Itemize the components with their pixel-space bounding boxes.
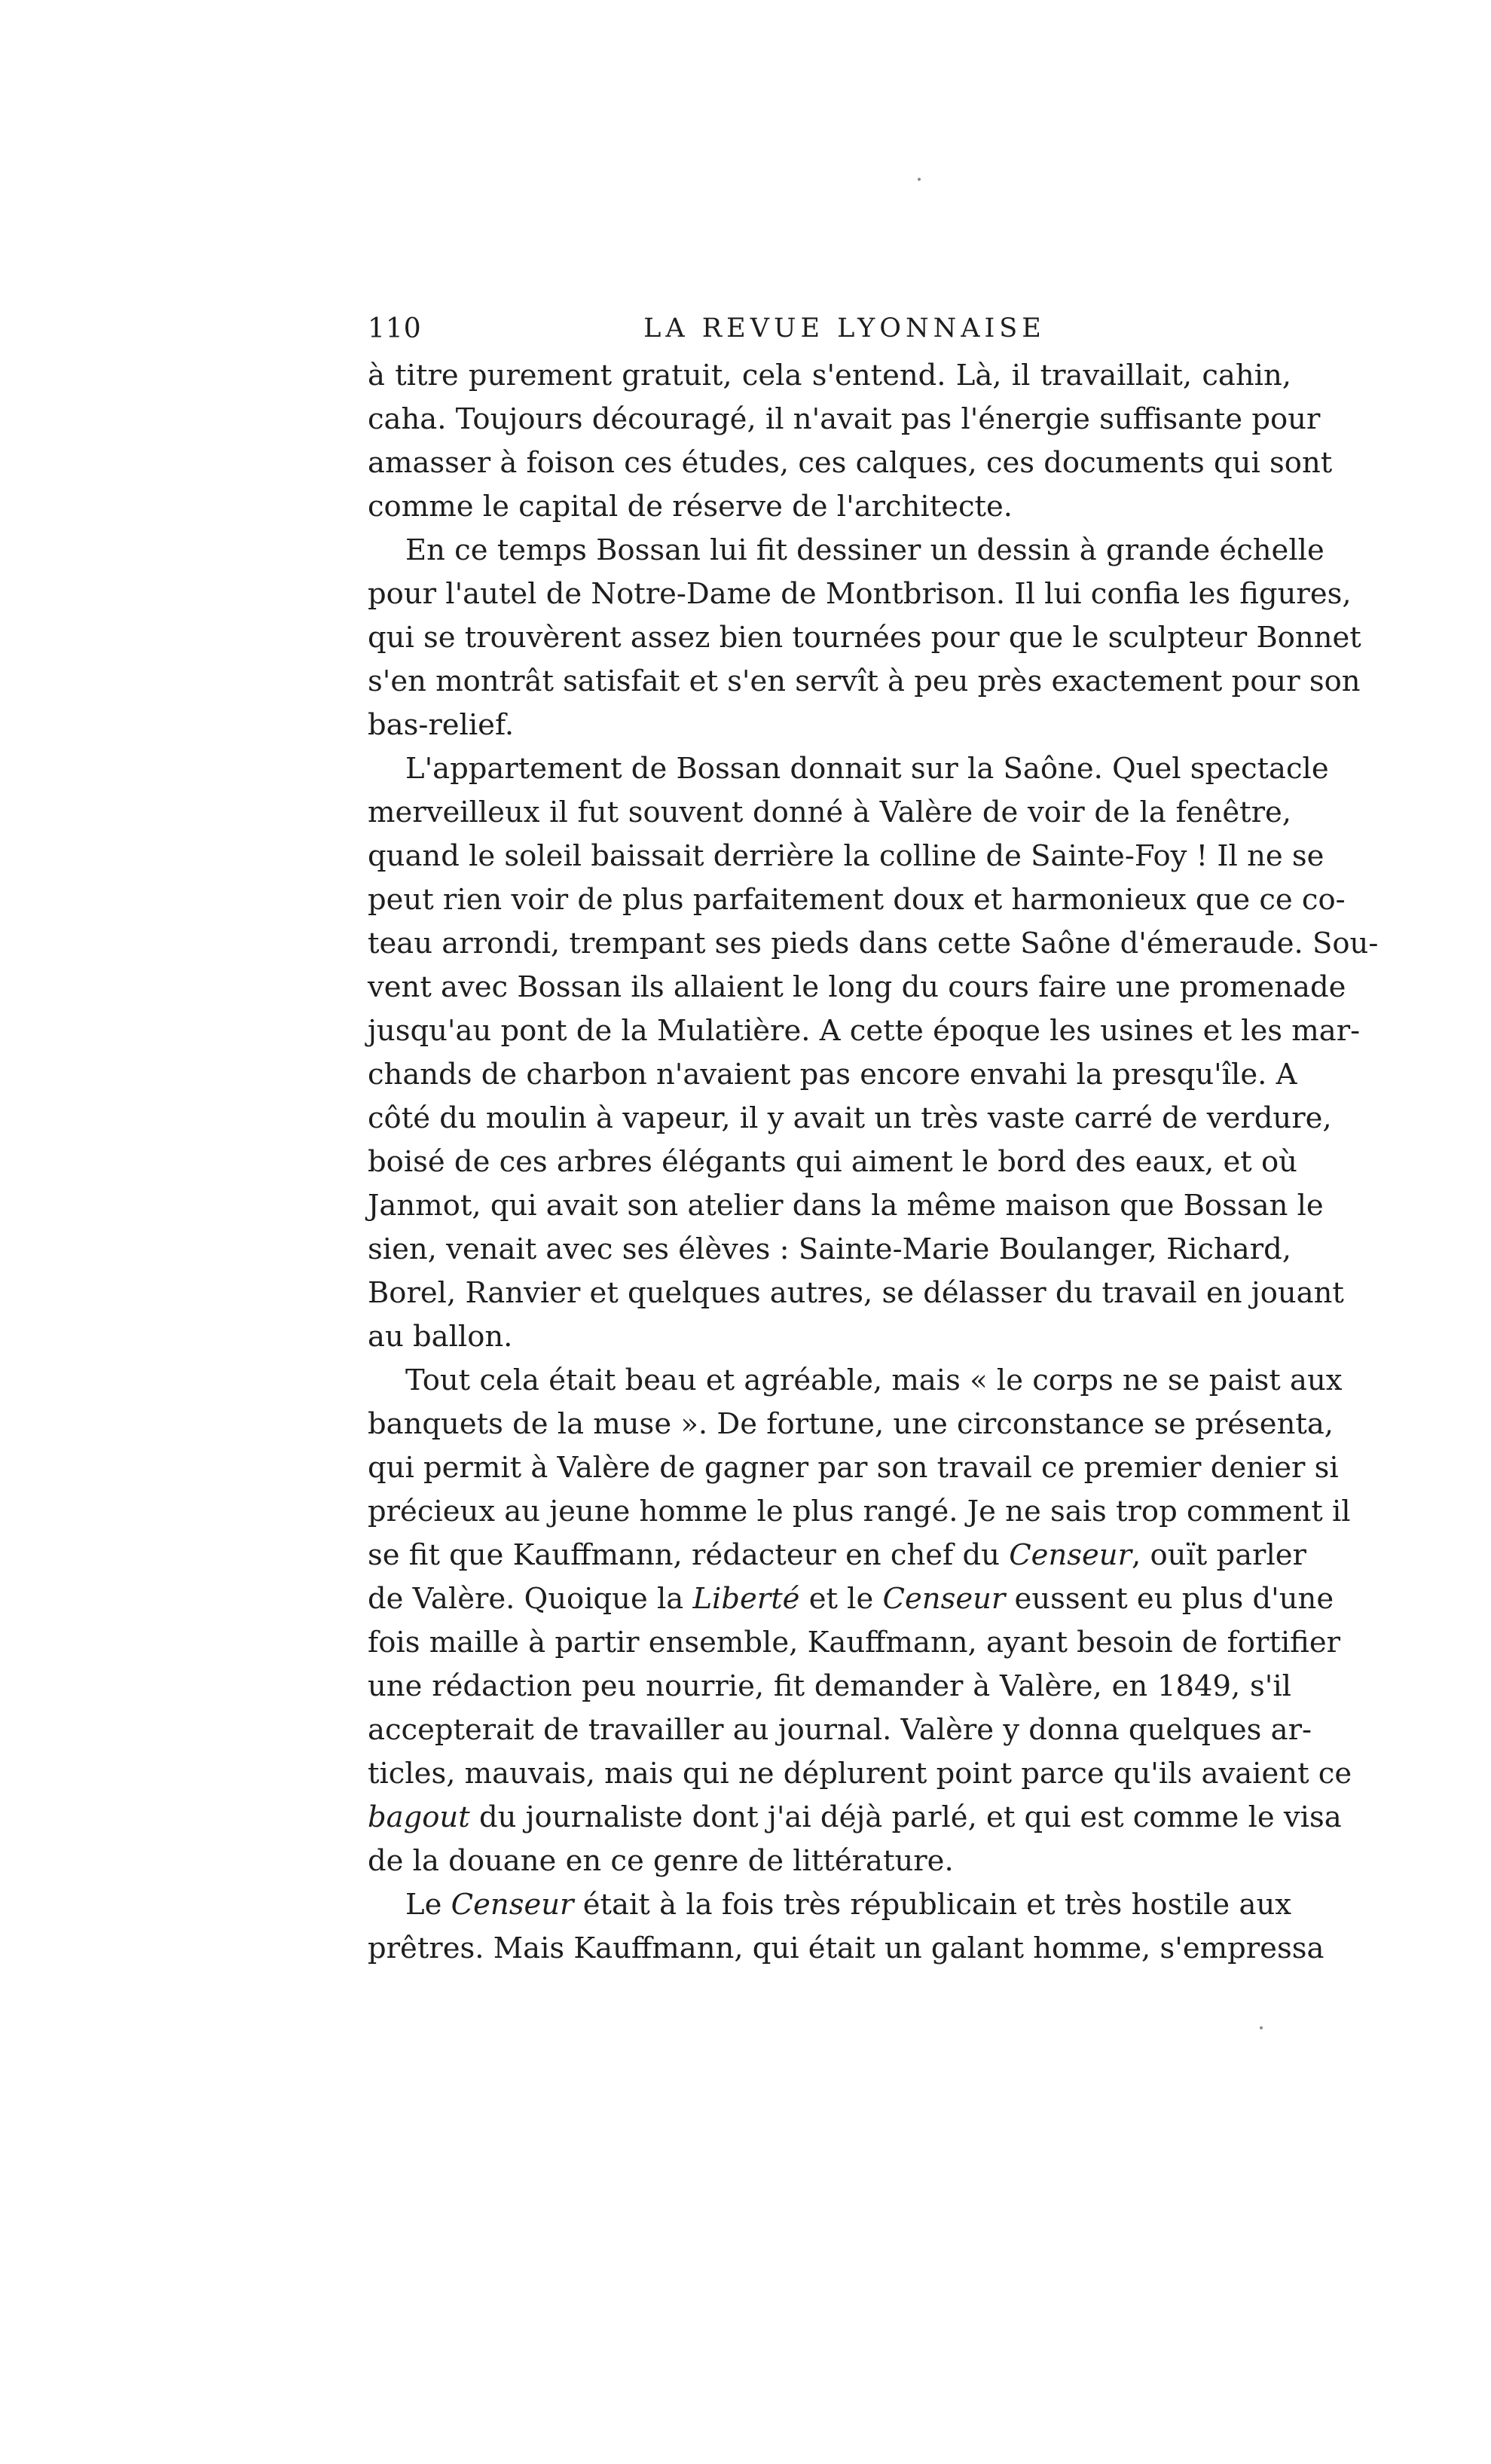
text-line: banquets de la muse ». De fortune, une circonstance se présenta, [368,1407,1334,1441]
page-number: 110 [368,313,422,344]
text-line: une rédaction peu nourrie, fit demander à Valère, en 1849, s'il [368,1669,1291,1703]
text-line: s'en montrât satisfait et s'en servît à peu près exactement pour son [368,664,1361,698]
text-line: Tout cela était beau et agréable, mais « le corps ne se paist aux [405,1363,1343,1397]
text-line: au ballon. [368,1320,513,1354]
text-line: se fit que Kauffmann, rédacteur en chef du Censeur, ouït parler [368,1538,1306,1572]
text-line: quand le soleil baissait derrière la colline de Sainte-Foy ! Il ne se [368,839,1324,873]
paper-speck [918,178,921,181]
text-line: bas-relief. [368,708,515,742]
text-line: prêtres. Mais Kauffmann, qui était un galant homme, s'empressa [368,1931,1324,1965]
text-line: caha. Toujours découragé, il n'avait pas l'énergie suffisante pour [368,402,1321,436]
running-title: LA REVUE LYONNAISE [643,313,1046,343]
text-line: sien, venait avec ses élèves : Sainte-Marie Boulanger, Richard, [368,1232,1292,1266]
text-line: qui permit à Valère de gagner par son travail ce premier denier si [368,1451,1339,1485]
text-line: fois maille à partir ensemble, Kauffmann, ayant besoin de fortifier [368,1626,1341,1659]
text-line: teau arrondi, trempant ses pieds dans cette Saône d'émeraude. Sou- [368,927,1379,960]
text-line: de la douane en ce genre de littérature. [368,1844,954,1878]
text-line: boisé de ces arbres élégants qui aiment le bord des eaux, et où [368,1145,1297,1179]
paper-speck [1260,2026,1263,2029]
text-line: accepterait de travailler au journal. Valère y donna quelques ar- [368,1713,1312,1747]
page-header [368,310,1291,356]
italic-text: Liberté [692,1582,800,1616]
text-line: ticles, mauvais, mais qui ne déplurent point parce qu'ils avaient ce [368,1757,1352,1791]
text-line: comme le capital de réserve de l'architecte. [368,490,1013,524]
text-line: à titre purement gratuit, cela s'entend. Là, il travaillait, cahin, [368,359,1291,392]
text-line: peut rien voir de plus parfaitement doux et harmonieux que ce co- [368,883,1346,917]
text-line: bagout du journaliste dont j'ai déjà parlé, et qui est comme le visa [368,1800,1342,1834]
text-line: Borel, Ranvier et quelques autres, se délasser du travail en jouant [368,1276,1344,1310]
text-line: côté du moulin à vapeur, il y avait un très vaste carré de verdure, [368,1101,1332,1135]
text-line: Le Censeur était à la fois très républicain et très hostile aux [405,1888,1291,1922]
italic-text: Censeur [882,1582,1006,1616]
text-line: merveilleux il fut souvent donné à Valère de voir de la fenêtre, [368,795,1291,829]
text-line: amasser à foison ces études, ces calques, ces documents qui sont [368,446,1333,480]
text-line: précieux au jeune homme le plus rangé. Je ne sais trop comment il [368,1495,1351,1528]
text-line: vent avec Bossan ils allaient le long du cours faire une promenade [368,970,1346,1004]
italic-text: bagout [368,1800,470,1834]
text-line: qui se trouvèrent assez bien tournées pour que le sculpteur Bonnet [368,621,1361,655]
body-text [368,354,1379,1971]
text-line: de Valère. Quoique la Liberté et le Censeur eussent eu plus d'une [368,1582,1334,1616]
italic-text: Censeur [451,1888,574,1922]
text-line: chands de charbon n'avaient pas encore envahi la presqu'île. A [368,1058,1297,1092]
text-line: L'appartement de Bossan donnait sur la Saône. Quel spectacle [405,752,1329,786]
text-line: jusqu'au pont de la Mulatière. A cette époque les usines et les mar- [368,1014,1361,1048]
text-line: Janmot, qui avait son atelier dans la même maison que Bossan le [368,1189,1324,1223]
text-line: pour l'autel de Notre-Dame de Montbrison. Il lui confia les figures, [368,577,1352,611]
text-line: En ce temps Bossan lui fit dessiner un dessin à grande échelle [405,533,1324,567]
italic-text: Censeur [1009,1538,1132,1572]
